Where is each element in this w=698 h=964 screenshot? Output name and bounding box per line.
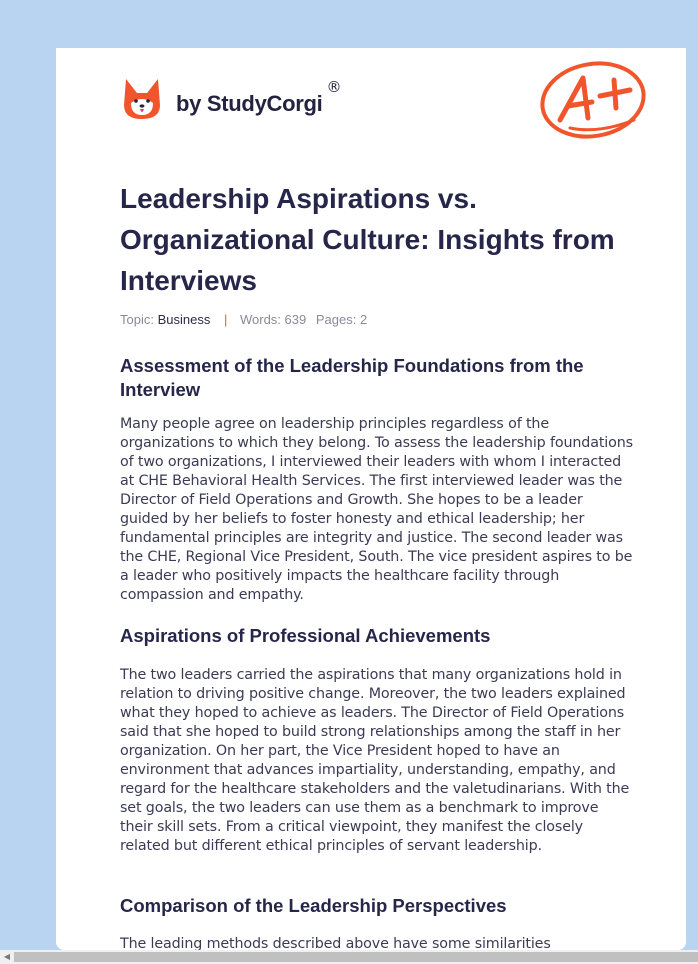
studycorgi-logo[interactable] <box>122 76 341 122</box>
article-title: Leadership Aspirations vs. Organizational Culture: Insights from Interviews <box>120 183 615 296</box>
topic-label: Topic: <box>120 312 154 327</box>
section-heading: Comparison of the Leadership Perspectives <box>120 895 507 916</box>
article-meta <box>120 312 367 327</box>
document-page <box>56 48 686 950</box>
topic-link[interactable]: Business <box>157 312 211 327</box>
brand-name: by StudyCorgi <box>176 91 323 116</box>
scroll-left-arrow-icon[interactable]: ◀ <box>3 952 11 961</box>
scrollbar-thumb[interactable] <box>14 952 698 962</box>
section-heading: Assessment of the Leadership Foundations from the Interview <box>120 355 584 400</box>
page-count: Pages: 2 <box>315 312 368 327</box>
section-paragraph: Many people agree on leadership principles regardless of the organizations to which they belong. To assess the leadership foundations of two organizations, I interviewed their leaders with whom I interacted at CHE Behavioral Health Services. The first interviewed leader was the Director of Field Operations and Growth. She hopes to be a leader guided by her beliefs to foster honesty and ethical leadership; her fundamental principles are integrity and justice. The second leader was the CHE, Regional Vice President, South. The vice president aspires to be a leader who positively impacts the healthcare facility through compassion and empathy. <box>120 416 633 603</box>
meta-separator: | <box>223 312 228 327</box>
registered-mark: ® <box>326 78 342 96</box>
horizontal-scrollbar[interactable] <box>0 950 698 964</box>
section-heading: Aspirations of Professional Achievements <box>120 625 491 646</box>
section-paragraph: The two leaders carried the aspirations that many organizations hold in relation to driving positive change. Moreover, the two leaders explained what they hoped to achieve as leaders. The Director of Field Operations said that she hoped to build strong relationships among the staff in her organization. On her part, the Vice President hoped to have an environment that advances impartiality, understanding, empathy, and regard for the healthcare stakeholders and the valetudinarians. With the set goals, the two leaders can use them as a benchmark to improve their skill sets. From a critical viewpoint, they manifest the closely related but different ethical principles of servant leadership. <box>120 667 630 854</box>
corgi-logo-icon <box>122 77 162 121</box>
section-paragraph: The leading methods described above have some similarities <box>120 936 551 950</box>
a-plus-grade-icon <box>538 58 650 142</box>
word-count: Words: 639 <box>239 312 307 327</box>
